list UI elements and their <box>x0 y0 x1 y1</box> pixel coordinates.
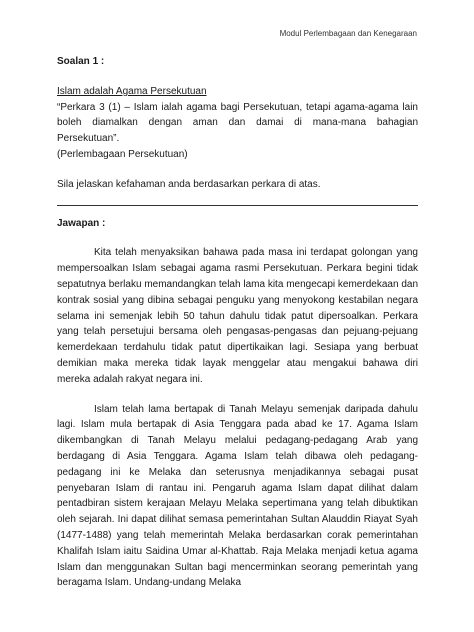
question-topic: Islam adalah Agama Persekutuan <box>57 85 207 97</box>
question-source: (Perlembagaan Persekutuan) <box>57 148 188 160</box>
section-divider <box>57 205 418 206</box>
answer-heading: Jawapan : <box>57 217 106 229</box>
question-quote: “Perkara 3 (1) – Islam ialah agama bagi Persekutuan, tetapi agama-agama lain boleh diamalkan dengan aman dan damai di mana-mana bahagian Persekutuan”. <box>57 101 418 145</box>
question-heading: Soalan 1 : <box>57 56 105 67</box>
document-body <box>57 54 418 591</box>
question-instruction: Sila jelaskan kefahaman anda berdasarkan perkara di atas. <box>57 178 321 190</box>
answer-paragraph-2: Islam telah lama bertapak di Tanah Melayu semenjak daripada dahulu lagi. Islam mula bertapak di Asia Tenggara pada abad ke 17. Agama Islam dikembangkan di Tanah Melayu melalui pedagang-pedagang Arab yang berdagang di Asia Tenggara. Agama Islam telah dibawa oleh pedagang-pedagang ini ke Melaka dan seterusnya menjadikannya sebagai pusat penyebaran Islam di rantau ini. Pengaruh agama Islam dapat dilihat dalam pentadbiran sistem kerajaan Melayu Melaka sepertimana yang telah dibuktikan oleh sejarah. Ini dapat dilihat semasa pemerintahan Sultan Alauddin Riayat Syah (1477-1488) yang telah memerintah Melaka berdasarkan corak pemerintahan Khalifah Islam iaitu Saidina Umar al-Khattab. Raja Melaka menjadi ketua agama Islam dan menggunakan Sultan bagi mencerminkan seorang pemerintah yang beragama Islam. Undang-undang Melaka <box>57 403 418 589</box>
running-header: Modul Perlembagaan dan Kenegaraan <box>279 29 417 38</box>
answer-paragraph-1: Kita telah menyaksikan bahawa pada masa ini terdapat golongan yang mempersoalkan Islam sebagai agama rasmi Persekutuan. Perkara begini tidak sepatutnya berlaku memandangkan telah lama kita mengecapi kemerdekaan dan kontrak sosial yang dibina sebagai penguku yang menyokong kestabilan negara selama ini semenjak lebih 50 tahun dahulu tidak patut dipersoalkan. Perkara yang telah persetujui bersama oleh pengasas-pengasas dan pejuang-pejuang kemerdekaan terdahulu tidak patut dipertikaikan lagi. Sesiapa yang berbuat demikian maka mereka tidak layak menggelar atau mengakui bahawa diri mereka adalah rakyat negara ini. <box>57 247 418 385</box>
